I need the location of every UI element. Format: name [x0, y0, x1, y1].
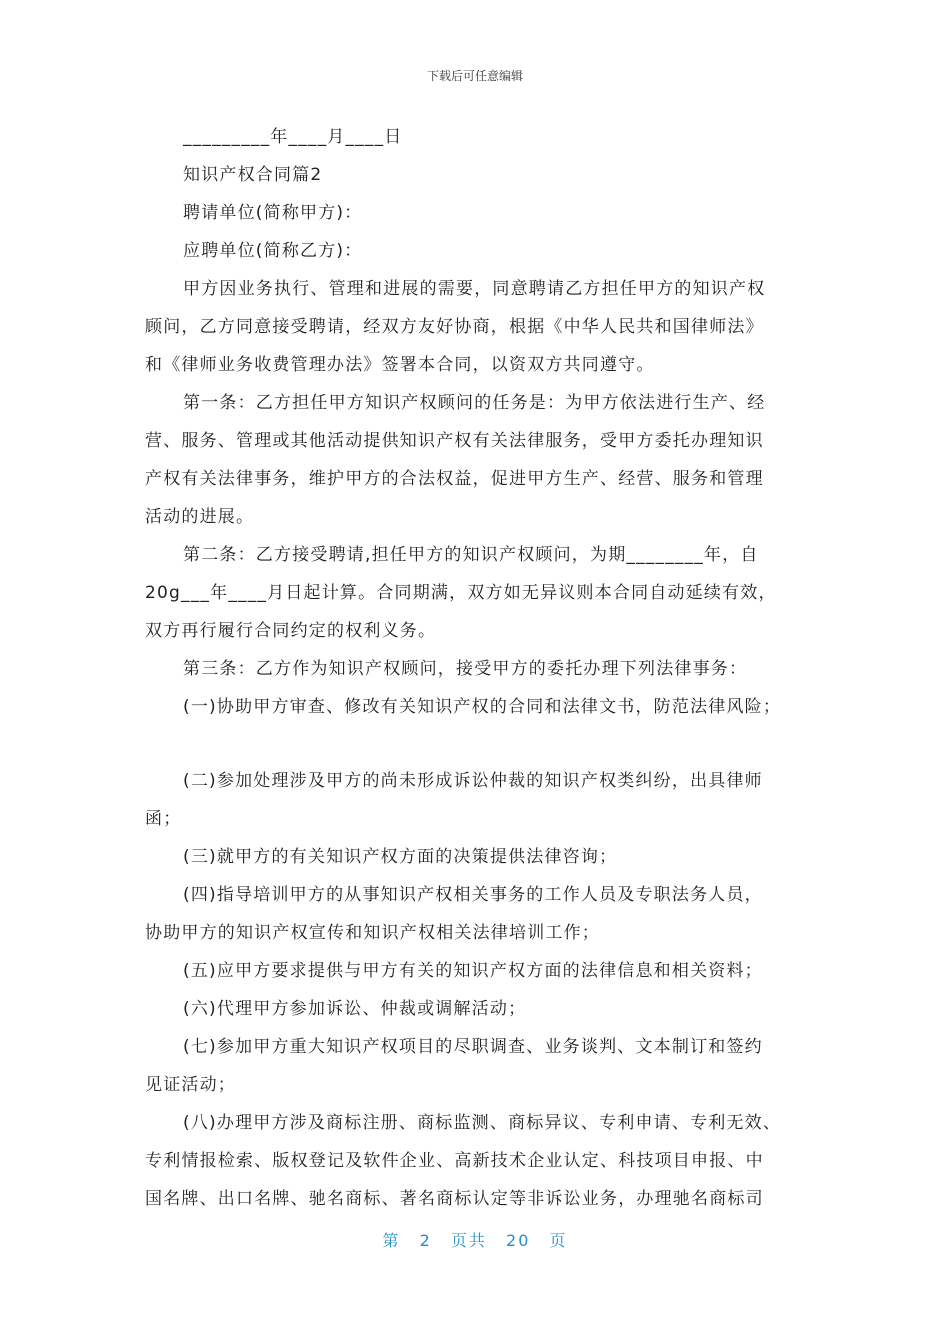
page-footer	[0, 1228, 950, 1251]
paragraph-line: 函；	[145, 809, 182, 829]
list-item-2: (二)参加处理涉及甲方的尚未形成诉讼仲裁的知识产权类纠纷，出具律师	[183, 771, 763, 791]
list-item-1: (一)协助甲方审查、修改有关知识产权的合同和法律文书，防范法律风险；	[183, 697, 782, 717]
list-item-7: (七)参加甲方重大知识产权项目的尽职调查、业务谈判、文本制订和签约	[183, 1037, 763, 1057]
paragraph-line: 产权有关法律事务，维护甲方的合法权益，促进甲方生产、经营、服务和管理	[145, 469, 764, 489]
page-header: 下载后可任意编辑	[426, 69, 523, 83]
paragraph-line: 和《律师业务收费管理办法》签署本合同，以资双方共同遵守。	[145, 355, 655, 375]
paragraph-line: 20g___年____月日起计算。合同期满，双方如无异议则本合同自动延续有效，	[145, 583, 777, 603]
party-b-line: 应聘单位(简称乙方)：	[183, 241, 363, 261]
paragraph-line: 顾问，乙方同意接受聘请，经双方友好协商，根据《中华人民共和国律师法》	[145, 317, 764, 337]
article-3-line: 第三条：乙方作为知识产权顾问，接受甲方的委托办理下列法律事务：	[183, 659, 748, 679]
party-a-line: 聘请单位(简称甲方)：	[183, 203, 363, 223]
footer-middle: 页共	[450, 1231, 487, 1250]
date-line: _________年____月____日	[183, 127, 403, 147]
footer-prefix: 第	[382, 1231, 401, 1250]
article-1-line: 第一条：乙方担任甲方知识产权顾问的任务是：为甲方依法进行生产、经	[183, 393, 766, 413]
paragraph-line: 协助甲方的知识产权宣传和知识产权相关法律培训工作；	[145, 923, 600, 943]
blank-gap	[145, 726, 810, 762]
list-item-4: (四)指导培训甲方的从事知识产权相关事务的工作人员及专职法务人员，	[183, 885, 763, 905]
list-item-8: (八)办理甲方涉及商标注册、商标监测、商标异议、专利申请、专利无效、	[183, 1113, 782, 1133]
paragraph-line: 见证活动；	[145, 1075, 236, 1095]
paragraph-line: 营、服务、管理或其他活动提供知识产权有关法律服务，受甲方委托办理知识	[145, 431, 764, 451]
article-2-line: 第二条：乙方接受聘请,担任甲方的知识产权顾问，为期________年，自	[183, 545, 759, 565]
paragraph-line: 专利情报检索、版权登记及软件企业、高新技术企业认定、科技项目申报、中	[145, 1151, 764, 1171]
section-title: 知识产权合同篇2	[183, 165, 323, 185]
list-item-5: (五)应甲方要求提供与甲方有关的知识产权方面的法律信息和相关资料；	[183, 961, 763, 981]
paragraph-line: 甲方因业务执行、管理和进展的需要，同意聘请乙方担任甲方的知识产权	[183, 279, 766, 299]
list-item-3: (三)就甲方的有关知识产权方面的决策提供法律咨询；	[183, 847, 618, 867]
footer-page-number: 2	[419, 1231, 432, 1250]
footer-suffix: 页	[549, 1231, 568, 1250]
footer-total-pages: 20	[506, 1231, 531, 1250]
paragraph-line: 国名牌、出口名牌、驰名商标、著名商标认定等非诉讼业务，办理驰名商标司	[145, 1189, 764, 1209]
list-item-6: (六)代理甲方参加诉讼、仲裁或调解活动；	[183, 999, 527, 1019]
document-body	[145, 118, 810, 1218]
paragraph-line: 双方再行履行合同约定的权利义务。	[145, 621, 437, 641]
paragraph-line: 活动的进展。	[145, 507, 255, 527]
